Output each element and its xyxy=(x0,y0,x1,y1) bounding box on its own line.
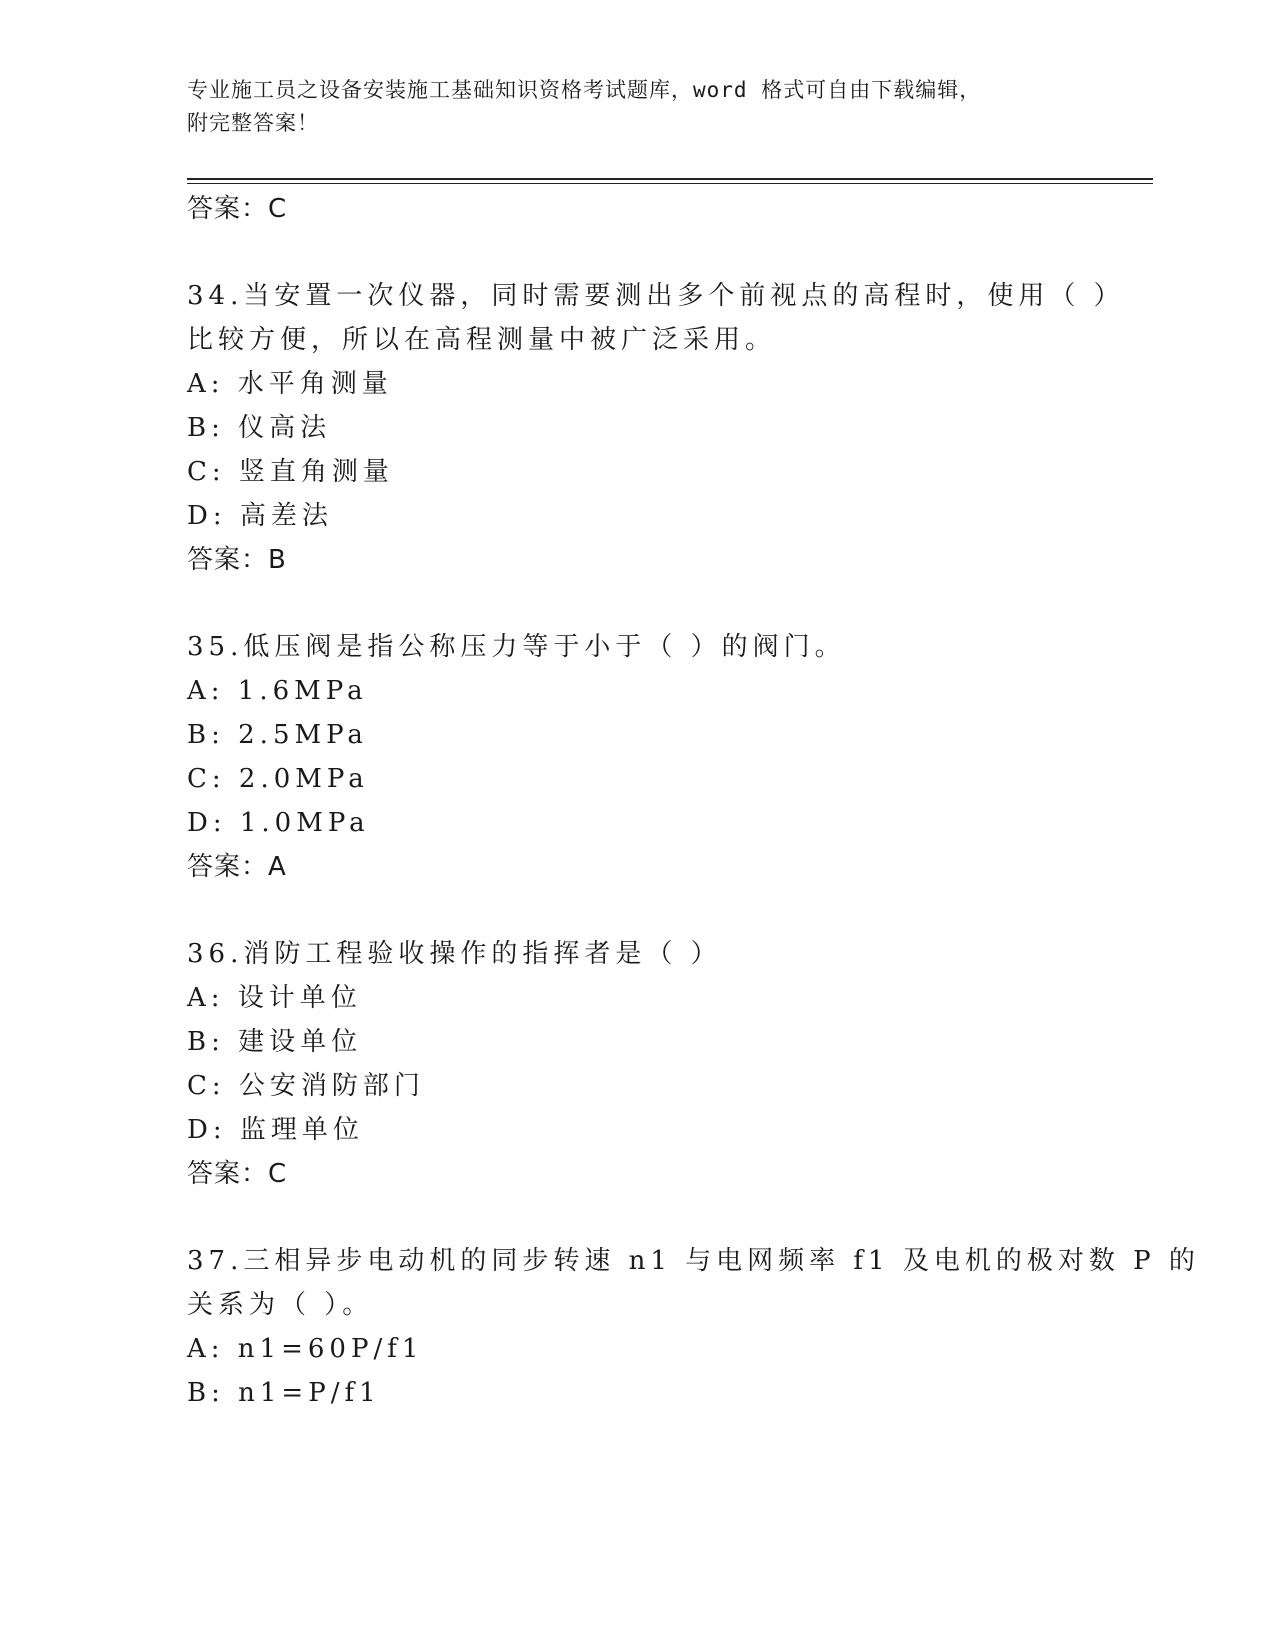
question-37-stem-line-1: 37.三相异步电动机的同步转速 n1 与电网频率 f1 及电机的极对数 P 的 xyxy=(187,1246,1200,1276)
question-34-stem-line-1: 34.当安置一次仪器，同时需要测出多个前视点的高程时，使用（ ） xyxy=(187,281,1125,311)
question-36-answer: 答案：C xyxy=(187,1159,288,1189)
header-line-1: 专业施工员之设备安装施工基础知识资格考试题库，word 格式可自由下载编辑， xyxy=(187,78,982,102)
question-35-stem: 35.低压阀是指公称压力等于小于（ ）的阀门。 xyxy=(187,632,846,662)
document-header xyxy=(187,74,1067,140)
question-35-option-d: D: 1.0MPa xyxy=(187,808,370,838)
question-36-stem: 36.消防工程验收操作的指挥者是（ ） xyxy=(187,939,722,969)
question-35-answer: 答案：A xyxy=(187,852,287,882)
question-36-option-c: C: 公安消防部门 xyxy=(187,1071,425,1101)
answer-33: 答案：C xyxy=(187,194,288,224)
header-rule-thick xyxy=(187,178,1153,180)
question-35-option-b: B: 2.5MPa xyxy=(187,720,368,750)
header-rule-thin xyxy=(187,183,1153,184)
question-34-option-a: A: 水平角测量 xyxy=(187,369,393,399)
question-37-option-a: A: n1=60P/f1 xyxy=(187,1334,424,1364)
question-35-option-a: A: 1.6MPa xyxy=(187,676,368,706)
question-34-answer: 答案：B xyxy=(187,545,287,575)
question-36-option-b: B: 建设单位 xyxy=(187,1027,363,1057)
question-36-option-a: A: 设计单位 xyxy=(187,983,362,1013)
question-34-option-c: C: 竖直角测量 xyxy=(187,457,394,487)
question-34-option-d: D: 高差法 xyxy=(187,501,333,531)
question-36-option-d: D: 监理单位 xyxy=(187,1115,364,1145)
question-34-option-b: B: 仪高法 xyxy=(187,413,332,443)
question-37-stem-line-2: 关系为（ ）。 xyxy=(187,1290,374,1320)
question-34-stem-line-2: 比较方便，所以在高程测量中被广泛采用。 xyxy=(187,325,777,355)
question-37-option-b: B: n1=P/f1 xyxy=(187,1378,381,1408)
header-line-2: 附完整答案！ xyxy=(187,111,319,135)
question-35-option-c: C: 2.0MPa xyxy=(187,764,369,794)
